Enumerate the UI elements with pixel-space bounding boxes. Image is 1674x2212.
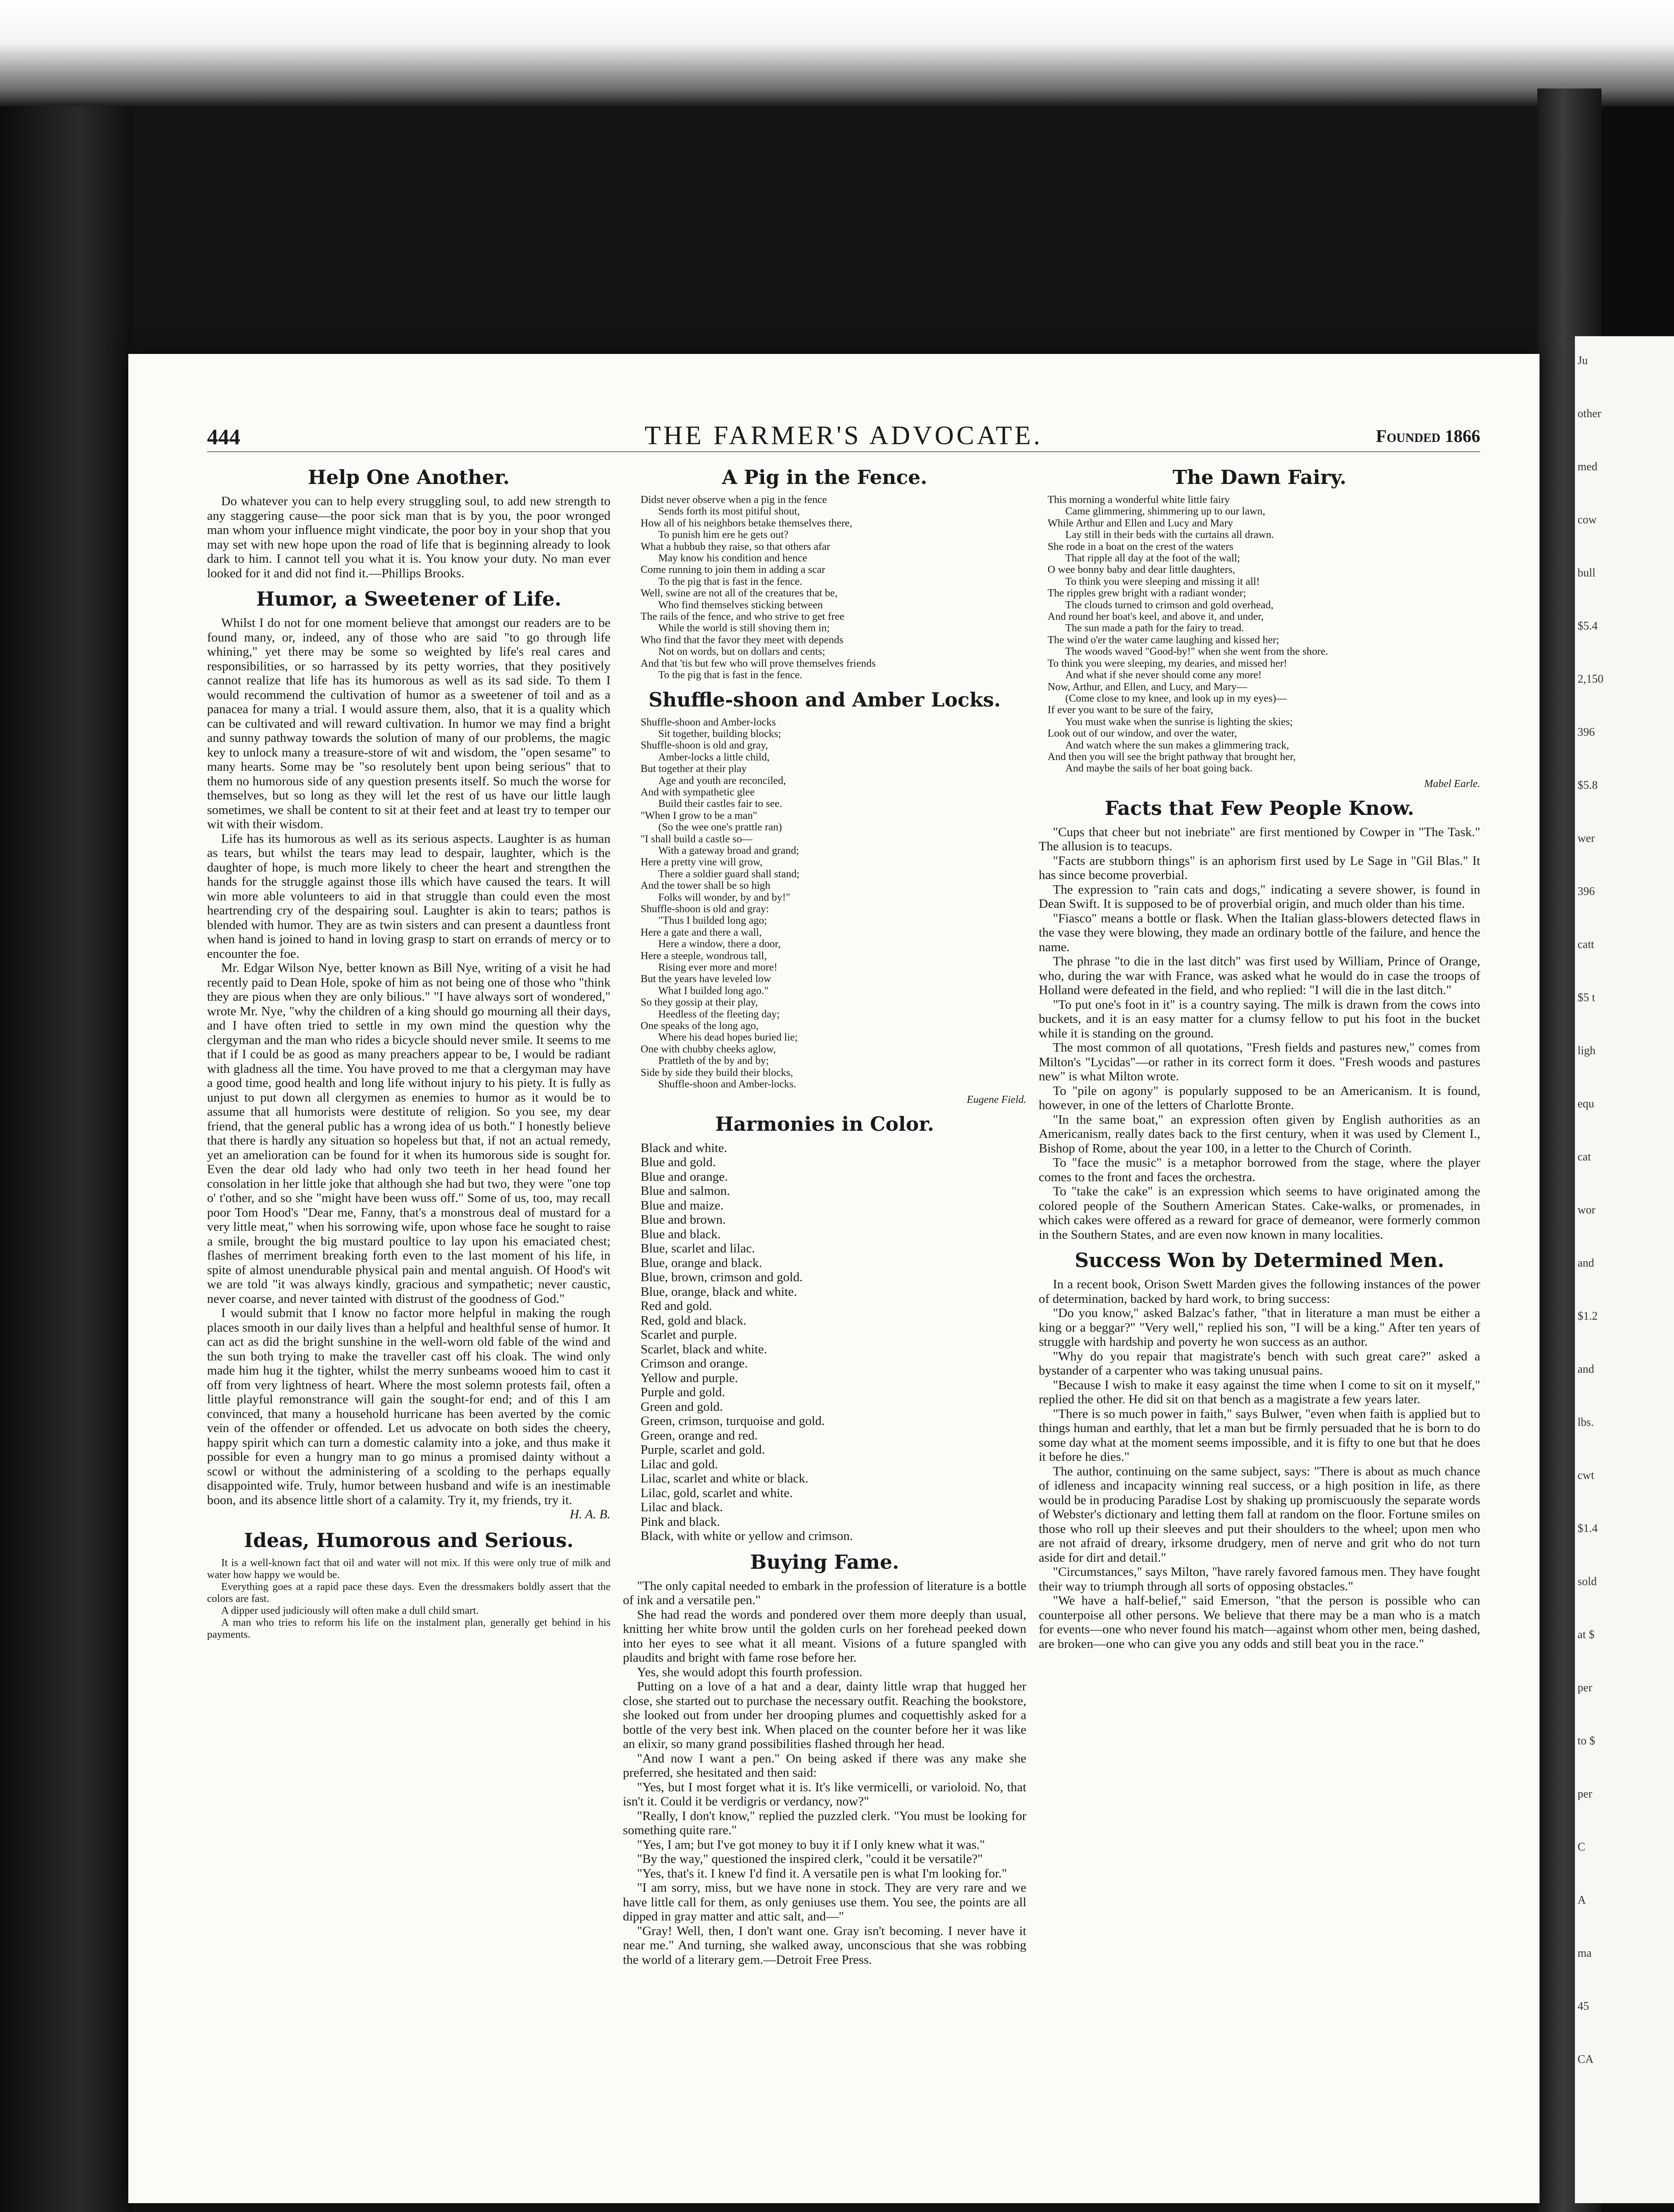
list-item: Green, crimson, turquoise and gold.: [641, 1414, 825, 1428]
poem-line: Heedless of the fleeting day;: [658, 1008, 780, 1020]
fragment-text: cat: [1578, 1150, 1591, 1163]
list-item: Black, with white or yellow and crimson.: [641, 1529, 853, 1543]
page-header: [207, 420, 1480, 452]
poem-line: Shuffle-shoon and Amber-locks: [641, 716, 776, 728]
poem-line: To think you were sleeping, my dearies, and missed her!: [1048, 657, 1287, 669]
fragment-text: $5 t: [1578, 991, 1595, 1004]
poem-line: Here a window, there a door,: [658, 938, 781, 950]
poem-pig: [641, 494, 1026, 681]
list-harmonies: [641, 1141, 1026, 1544]
poem-line: To the pig that is fast in the fence.: [658, 669, 802, 681]
poem-line: While the world is still shoving them in;: [658, 622, 830, 634]
poem-line: And maybe the sails of her boat going back.: [1065, 763, 1253, 775]
paragraph: "Why do you repair that magistrate's bench with such great care?" asked a bystander of a carpenter who was taking unusual pains.: [1039, 1349, 1480, 1378]
paragraph: "I am sorry, miss, but we have none in stock. They are very rare and we have little call for them, as only geniuses use them. You see, the points are all dipped in gray matter and attic salt, and—": [623, 1881, 1026, 1924]
poem-line: May know his condition and hence: [658, 553, 807, 565]
page-number: 444: [207, 424, 240, 449]
poem-line: This morning a wonderful white little fairy: [1048, 494, 1230, 506]
poem-line: With a gateway broad and grand;: [658, 845, 799, 856]
paragraph: To "take the cake" is an expression which seems to have originated among the colored people of the Southern American States. Cake-walks, or promenades, in which cakes were offered as a reward for grace of demeanor, were formerly common in the Southern States, and are even now known in many localities.: [1039, 1184, 1480, 1242]
poem-line: Age and youth are reconciled,: [658, 775, 786, 787]
film-border-left: [0, 106, 133, 2212]
poem-line: "Thus I builded long ago;: [658, 915, 767, 927]
list-item: Blue and black.: [641, 1227, 721, 1241]
fragment-text: 2,150: [1578, 672, 1604, 685]
article-body-success: [1039, 1277, 1480, 1651]
paragraph: She had read the words and pondered over them more deeply than usual, knitting her white brow until the golden curls on her forehead peeked down into her eyes to see what it all meant. Visions of a future spangled with plaudits and bright with fame rose before her.: [623, 1607, 1026, 1665]
paragraph: "Yes, but I most forget what it is. It's like vermicelli, or varioloid. No, that isn't it. Could it be verdigris or verdancy, now?": [623, 1780, 1026, 1809]
paragraph: Everything goes at a rapid pace these days. Even the dressmakers boldly assert that the colors are fast.: [207, 1581, 610, 1605]
article-body-facts: [1039, 825, 1480, 1242]
paragraph: "Fiasco" means a bottle or flask. When the Italian glass-blowers detected flaws in the vase they were blowing, they made an ordinary bottle of the failure, and hence the name.: [1039, 911, 1480, 954]
paragraph: A man who tries to reform his life on the instalment plan, generally get behind in his payments.: [207, 1617, 610, 1640]
poem-line: One speaks of the long ago,: [641, 1020, 759, 1032]
signature-dawn: Mabel Earle.: [1424, 778, 1480, 790]
list-item: Red, gold and black.: [641, 1313, 747, 1328]
poem-line: Who find that the favor they meet with depends: [641, 634, 844, 646]
poem-line: If ever you want to be sure of the fairy,: [1048, 704, 1213, 716]
poem-title-shuffle: Shuffle-shoon and Amber Locks.: [648, 688, 1001, 711]
paragraph: To "face the music" is a metaphor borrowed from the stage, where the player comes to the front and faces the orchestra.: [1039, 1156, 1480, 1184]
poem-line: "When I grow to be a man": [641, 810, 757, 822]
fragment-text: $1.4: [1578, 1522, 1598, 1535]
poem-line: (So the wee one's prattle ran): [658, 822, 782, 833]
poem-line: Not on words, but on dollars and cents;: [658, 646, 825, 658]
article-body-fame: [623, 1579, 1026, 1967]
poem-line: What a hubbub they raise, so that others afar: [641, 541, 830, 553]
poem-title-dawn: The Dawn Fairy.: [1172, 466, 1347, 489]
fragment-text: $5.4: [1578, 619, 1598, 632]
list-item: Blue and orange.: [641, 1169, 728, 1184]
fragment-text: bull: [1578, 566, 1596, 579]
paragraph: The most common of all quotations, "Fresh fields and pastures new," comes from Milton's "Lycidas"—or rather in its correct form it does. "Fresh woods and pastures new" is what Milton wrote.: [1039, 1041, 1480, 1084]
fragment-text: ligh: [1578, 1044, 1596, 1057]
poem-line: Sit together, building blocks;: [658, 728, 781, 740]
paragraph: "Cups that cheer but not inebriate" are first mentioned by Cowper in "The Task." The allusion is to teacups.: [1039, 825, 1480, 854]
poem-line: The rails of the fence, and who strive to get free: [641, 611, 845, 623]
poem-line: Side by side they build their blocks,: [641, 1067, 793, 1079]
poem-line: To punish him ere he gets out?: [658, 529, 789, 541]
list-item: Yellow and purple.: [641, 1371, 738, 1385]
paragraph: I would submit that I know no factor more helpful in making the rough places smooth in our daily lives than a helpful and healthful sense of humor. It can act as did the bright sunshine in the well-worn old fable of the wind and the sun both trying to make the traveller cast off his cloak. The wind only made him hug it the tighter, whilst the merry sunbeams wooed him to cast it off from very lightness of heart. Where the most solemn protests fail, often a little playful remonstrance will gain the sought-for end; and of this I am convinced, that many a household hurricane has been averted by the comic vein of the offender or offended. Let us advocate on both sides the cheery, happy spirit which can turn a domestic calamity into a joke, and thus make it possible for even a hungry man to go minus a promised dainty without a scowl or without the administering of a scolding to the perhaps equally disappointed wife. Truly, humor between husband and wife is an inestimable boon, and its absence little short of a calamity. Try it, my friends, try it.: [207, 1306, 610, 1507]
signature-humor: H. A. B.: [569, 1507, 610, 1521]
paragraph: "Yes, that's it. I knew I'd find it. A versatile pen is what I'm looking for.": [637, 1866, 1007, 1881]
poem-line: Here a pretty vine will grow,: [641, 856, 763, 868]
adjacent-page-fragment: [1575, 336, 1674, 2203]
paragraph: "Gray! Well, then, I don't want one. Gray isn't becoming. I never have it near me." And turning, she walked away, unconscious that she was robbing the world of a literary gem.—Detroit Free Press.: [623, 1924, 1026, 1967]
list-item: Blue, orange and black.: [641, 1256, 762, 1270]
poem-line: Sends forth its most pitiful shout,: [658, 506, 800, 518]
paragraph: "There is so much power in faith," says Bulwer, "even when faith is applied but to things human and earthly, that let a man but be firmly persuaded that he is born to do some day what at the moment seems impossible, and it is fifty to one but that he does it before he dies.": [1039, 1406, 1480, 1464]
poem-line: Amber-locks a little child,: [658, 751, 770, 763]
paragraph: Whilst I do not for one moment believe that amongst our readers are to be found many, or, indeed, any of those who are said "to go through life whining," yet there may be some so weighted by life's real cares and responsibilities, or so harrassed by its petty worries, that they positively cannot realize that life has its humorous as well as its sad side. To them I would recommend the cultivation of humor as a sweetener of toil and as a panacea for many a trial. I would assure them, also, that it is a quality which can be cultivated and will reward cultivation. In humor we may find a bright and sunny pathway towards the solution of many of our problems, the magic key to unlock many a treasure-store of wit and wisdom, the "open sesame" to many hearts. Some may be "so resolutely bent upon being serious" that to them no humorous side of any question presents itself. So much the worse for themselves, but so long as they will let the rest of us have our little laugh sometimes, we shall be content to sit at their feet and at least try to temper our wit with their wisdom.: [207, 616, 610, 831]
poem-line: Well, swine are not all of the creatures that be,: [641, 588, 838, 599]
poem-line: Came glimmering, shimmering up to our lawn,: [1065, 506, 1265, 518]
poem-line: And what if she never should come any more!: [1065, 669, 1262, 681]
paragraph: Yes, she would adopt this fourth profession.: [637, 1665, 863, 1679]
list-item: Black and white.: [641, 1141, 727, 1155]
fragment-text: med: [1578, 460, 1597, 473]
list-item: Lilac, scarlet and white or black.: [641, 1471, 809, 1486]
poem-line: Rising ever more and more!: [658, 962, 778, 974]
paragraph: In a recent book, Orison Swett Marden gives the following instances of the power of determination, backed by hard work, to bring success:: [1039, 1277, 1480, 1306]
fragment-text: cow: [1578, 513, 1597, 526]
poem-line: Folks will wonder, by and by!": [658, 891, 791, 903]
list-item: Blue and salmon.: [641, 1184, 730, 1198]
paragraph: "And now I want a pen." On being asked if there was any make she preferred, she hesitated and then said:: [623, 1751, 1026, 1780]
poem-line: O wee bonny baby and dear little daughters,: [1048, 564, 1235, 576]
list-item: Purple and gold.: [641, 1385, 725, 1399]
paragraph: The phrase "to die in the last ditch" was first used by William, Prince of Orange, who, during the war with France, was asked what he would do in case the troops of Holland were defeated in the field, and who replied: "I will die in the last ditch.": [1039, 954, 1480, 998]
list-item: Red and gold.: [641, 1299, 712, 1313]
list-item: Blue, brown, crimson and gold.: [641, 1270, 803, 1284]
fragment-text: A: [1578, 1893, 1586, 1906]
poem-line: While Arthur and Ellen and Lucy and Mary: [1048, 517, 1233, 529]
paragraph: "In the same boat," an expression often given by English authorities as an Americanism, really dates back to the first century, when it was used by Clement I., Bishop of Rome, about the year 100, in a letter to the Church of Corinth.: [1039, 1112, 1480, 1156]
poem-line: And that 'tis but few who will prove themselves friends: [641, 657, 876, 669]
poem-line: Shuffle-shoon and Amber-locks.: [658, 1079, 796, 1091]
poem-line: And with sympathetic glee: [641, 786, 755, 798]
fragment-text: cwt: [1578, 1469, 1594, 1482]
poem-line: The ripples grew bright with a radiant wonder;: [1048, 588, 1246, 599]
fragment-text: per: [1578, 1681, 1593, 1694]
article-title-ideas: Ideas, Humorous and Serious.: [244, 1529, 574, 1552]
fragment-text: and: [1578, 1363, 1594, 1375]
poem-line: Didst never observe when a pig in the fence: [641, 494, 827, 506]
list-item: Blue and gold.: [641, 1155, 716, 1169]
poem-line: And then you will see the bright pathway that brought her,: [1048, 751, 1296, 763]
poem-line: Look out of our window, and over the water,: [1048, 728, 1237, 740]
fragment-text: lbs.: [1578, 1416, 1594, 1429]
poem-line: But together at their play: [641, 763, 747, 775]
fragment-text: 396: [1578, 726, 1595, 738]
list-item: Blue, orange, black and white.: [641, 1284, 797, 1299]
poem-line: You must wake when the sunrise is lighting the skies;: [1065, 716, 1293, 728]
column-1: [207, 467, 610, 1641]
article-title-help: Help One Another.: [307, 466, 510, 489]
poem-line: The wind o'er the water came laughing and kissed her;: [1048, 634, 1279, 646]
paragraph: Life has its humorous as well as its serious aspects. Laughter is as human as tears, but whilst the tears may lead to despair, laughter, which is the daughter of hope, is much more likely to cheer the heart and strengthen the hands for the struggle against those ills which have caused the tears. It will win more able volunteers to aid in that struggle than could even the most heartrending cry of the despairing soul. Laughter is akin to tears; pathos is blended with humor. They are as twin sisters and can present a dauntless front when hand is joined to hand in loving grasp to start on errands of mercy or to encounter the foe.: [207, 831, 610, 961]
paragraph: "To put one's foot in it" is a country saying. The milk is drawn from the cows into buckets, and it is an easy matter for a clumsy fellow to put his foot in the bucket while it is standing on the ground.: [1039, 997, 1480, 1041]
article-title-humor: Humor, a Sweetener of Life.: [256, 588, 561, 611]
fragment-text: $1.2: [1578, 1310, 1598, 1322]
fragment-text: per: [1578, 1787, 1593, 1800]
scan-border-top: [0, 0, 1674, 106]
paragraph: "The only capital needed to embark in the profession of literature is a bottle of ink and a versatile pen.": [623, 1578, 1026, 1607]
paragraph: "Yes, I am; but I've got money to buy it if I only knew what it was.": [637, 1837, 985, 1852]
column-2: [623, 467, 1026, 1967]
founded-date: Founded 1866: [1376, 426, 1480, 446]
poem-line: Where his dead hopes buried lie;: [658, 1032, 798, 1044]
fragment-text: 45: [1578, 2000, 1589, 2012]
poem-line: There a soldier guard shall stand;: [658, 868, 800, 880]
fragment-text: CA: [1578, 2053, 1594, 2066]
article-title-harmonies: Harmonies in Color.: [715, 1113, 934, 1136]
list-item: Lilac and black.: [641, 1500, 723, 1514]
poem-line: To the pig that is fast in the fence.: [658, 576, 802, 588]
paragraph: Putting on a love of a hat and a dear, dainty little wrap that hugged her close, she started out to purchase the necessary outfit. Reaching the bookstore, she looked out from under her drooping plumes and coquettishly asked for a bottle of the very best ink. When placed on the counter before her it was like an elixir, so many grand possibilities flashed through her head.: [623, 1679, 1026, 1751]
fragment-text: other: [1578, 407, 1601, 420]
poem-line: And watch where the sun makes a glimmering track,: [1065, 739, 1289, 751]
poem-dawn: [1048, 494, 1480, 775]
article-title-success: Success Won by Determined Men.: [1075, 1249, 1444, 1272]
poem-line: The woods waved "Good-by!" when she went from the shore.: [1065, 646, 1328, 658]
column-3: [1039, 467, 1480, 1651]
list-item: Scarlet and purple.: [641, 1328, 737, 1342]
poem-line: Who find themselves sticking between: [658, 599, 823, 611]
poem-line: Here a steeple, wondrous tall,: [641, 950, 767, 962]
newspaper-page: [128, 354, 1540, 2203]
poem-line: Build their castles fair to see.: [658, 798, 782, 810]
poem-line: Here a gate and there a wall,: [641, 926, 762, 938]
paragraph: To "pile on agony" is popularly supposed to be an Americanism. It is found, however, in one of the letters of Charlotte Bronte.: [1039, 1083, 1480, 1113]
masthead: THE FARMER'S ADVOCATE.: [644, 421, 1043, 450]
poem-line: "I shall build a castle so—: [641, 833, 753, 845]
signature-shuffle: Eugene Field.: [967, 1094, 1026, 1106]
poem-line: Come running to join them in adding a scar: [641, 564, 825, 576]
poem-title-pig: A Pig in the Fence.: [722, 466, 927, 489]
poem-line: How all of his neighbors betake themselves there,: [641, 517, 852, 529]
paragraph: "Really, I don't know," replied the puzzled clerk. "You must be looking for something quite rare.": [623, 1809, 1026, 1837]
list-item: Blue and maize.: [641, 1198, 724, 1213]
poem-line: She rode in a boat on the crest of the waters: [1048, 541, 1233, 553]
list-item: Scarlet, black and white.: [641, 1342, 767, 1356]
poem-line: Lay still in their beds with the curtains all drawn.: [1065, 529, 1274, 541]
list-item: Green and gold.: [641, 1399, 723, 1414]
list-item: Crimson and orange.: [641, 1356, 748, 1371]
list-item: Blue and brown.: [641, 1213, 726, 1227]
poem-line: Now, Arthur, and Ellen, and Lucy, and Mary—: [1048, 681, 1248, 693]
poem-line: And round her boat's keel, and above it, and under,: [1048, 611, 1264, 623]
poem-line: The clouds turned to crimson and gold overhead,: [1065, 599, 1274, 611]
fragment-text: 396: [1578, 885, 1595, 898]
fragment-text: wor: [1578, 1203, 1596, 1216]
poem-line: So they gossip at their play,: [641, 997, 758, 1009]
paragraph: The author, continuing on the same subject, says: "There is about as much chance of idleness and incapacity winning real success, or a high position in life, as there would be in producing Paradise Lost by shaking up promiscuously the separate words of Webster's dictionary and letting them fall at random on the floor. Fortune smiles on those who roll up their sleeves and put their shoulders to the wheel; upon men who are not afraid of dreary, irksome drudgery, men of nerve and grit who do not turn aside for dirt and detail.": [1039, 1464, 1480, 1565]
paragraph: "By the way," questioned the inspired clerk, "could it be versatile?": [637, 1852, 983, 1866]
poem-line: The sun made a path for the fairy to tread.: [1065, 622, 1244, 634]
list-item: Lilac and gold.: [641, 1457, 718, 1471]
fragment-text: sold: [1578, 1575, 1597, 1588]
fragment-text: $5.8: [1578, 779, 1598, 791]
fragment-text: C: [1578, 1840, 1586, 1853]
poem-line: That ripple all day at the foot of the wall;: [1065, 553, 1240, 565]
fragment-text: at $: [1578, 1628, 1595, 1641]
fragment-text: wer: [1578, 832, 1595, 845]
list-item: Lilac, gold, scarlet and white.: [641, 1486, 793, 1500]
poem-line: Prattleth of the by and by;: [658, 1055, 769, 1067]
poem-line: One with chubby cheeks aglow,: [641, 1043, 776, 1055]
paragraph: "Facts are stubborn things" is an aphorism first used by Le Sage in "Gil Blas." It has since become proverbial.: [1039, 853, 1480, 883]
list-item: Green, orange and red.: [641, 1428, 758, 1443]
list-item: Pink and black.: [641, 1514, 720, 1529]
article-title-facts: Facts that Few People Know.: [1105, 797, 1414, 820]
paragraph: "Do you know," asked Balzac's father, "that in literature a man must be either a king or a beggar?" "Very well," replied his son, "I will be a king." After ten years of struggle with hardship and poverty he won success as an author.: [1039, 1306, 1480, 1349]
paragraph: The expression to "rain cats and dogs," indicating a severe shower, is found in Dean Swift. It is supposed to be of proverbial origin, and much older than his time.: [1039, 882, 1480, 911]
poem-line: But the years have leveled low: [641, 973, 772, 985]
article-body-help: Do whatever you can to help every struggling soul, to add new strength to any staggering cause—the poor sick man that is by you, the poor wronged man whom your influence might vindicate, the poor boy in your shop that you may set with new hope upon the road of life that is beginning already to look dark to him. I cannot tell you what it is. You know your duty. No man ever looked for it and did not find it.—Phillips Brooks.: [207, 494, 610, 580]
fragment-text: equ: [1578, 1097, 1594, 1110]
paragraph: "Circumstances," says Milton, "have rarely favored famous men. They have fought their way to triumph through all sorts of opposing obstacles.": [1039, 1565, 1480, 1594]
list-item: Purple, scarlet and gold.: [641, 1443, 765, 1457]
poem-shuffle: [641, 717, 1026, 1091]
poem-line: Shuffle-shoon is old and gray,: [641, 740, 768, 752]
paragraph: Mr. Edgar Wilson Nye, better known as Bill Nye, writing of a visit he had recently paid to Dean Hole, spoke of him as not being one of those who "think they are pious when they are only bilious." "I have always sort of wondered," wrote Mr. Nye, "why the children of a king should go mourning all their days, and I have often tried to settle in my own mind the question why the clergyman and the man who rides a bicycle should never smile. It seems to me that if I could be as good as many preachers appear to be, I would be radiant with gladness all the time. You have proved to me that a clergyman may have a good time, good health and long life without injury to his piety. It is fully as unjust to put down all clergymen as enemies to humor as it would be to assume that all humorists were destitute of religion. So you see, my dear friend, that the general public has a wrong idea of us both." I honestly believe that there is hardly any situation so hopeless but that, if not an actual remedy, yet an amelioration can be found for it when its humorous side is sought for. Even the dear old lady who had only two teeth in her head found her consolation in her little joke that although she had but two, they were "one top o' t'other, and so she "might have been wuss off." Some of us, too, may recall poor Tom Hood's "Dear me, Fanny, that's a monstrous deal of mustard for a very little meat," when his sorrowing wife, upon whose face he sought to raise a smile, brought the big mustard poultice to lay upon his emaciated chest; flashes of merriment breaking forth even to the last moment of his life, in spite of almost unendurable physical pain and mental anguish. Of Hood's wit we are told "it was always kindly, gracious and sympathetic; never caustic, never coarse, and never tainted with distrust of the goodness of God.": [207, 961, 610, 1306]
fragment-text: ma: [1578, 1947, 1592, 1959]
list-item: Blue, scarlet and lilac.: [641, 1241, 755, 1256]
paragraph: "Because I wish to make it easy against the time when I come to sit on it myself," replied the other. He did sit on that bench as a magistrate a few years later.: [1039, 1378, 1480, 1407]
article-body-ideas: [207, 1557, 610, 1641]
fragment-text: to $: [1578, 1734, 1595, 1747]
article-body-humor: [207, 616, 610, 1507]
paragraph: "We have a half-belief," said Emerson, "that the person is possible who can counterpoise all other persons. We believe that there may be a man who is a match for events—one who never found his match—against whom other men, being dashed, are broken—one who can give you any odds and still beat you in the race.": [1039, 1594, 1480, 1651]
poem-line: Shuffle-shoon is old and gray:: [641, 903, 769, 915]
poem-line: What I builded long ago.": [658, 985, 769, 997]
poem-line: And the tower shall be so high: [641, 880, 771, 892]
fragment-text: Ju: [1578, 354, 1588, 367]
fragment-text: and: [1578, 1256, 1594, 1269]
paragraph: It is a well-known fact that oil and water will not mix. If this were only true of milk and water how happy we would be.: [207, 1557, 610, 1581]
article-title-fame: Buying Fame.: [750, 1551, 899, 1574]
fragment-text: catt: [1578, 938, 1594, 951]
paragraph: A dipper used judiciously will often make a dull child smart.: [221, 1605, 479, 1617]
poem-line: To think you were sleeping and missing it all!: [1065, 576, 1260, 588]
poem-line: (Come close to my knee, and look up in my eyes)—: [1065, 692, 1287, 704]
